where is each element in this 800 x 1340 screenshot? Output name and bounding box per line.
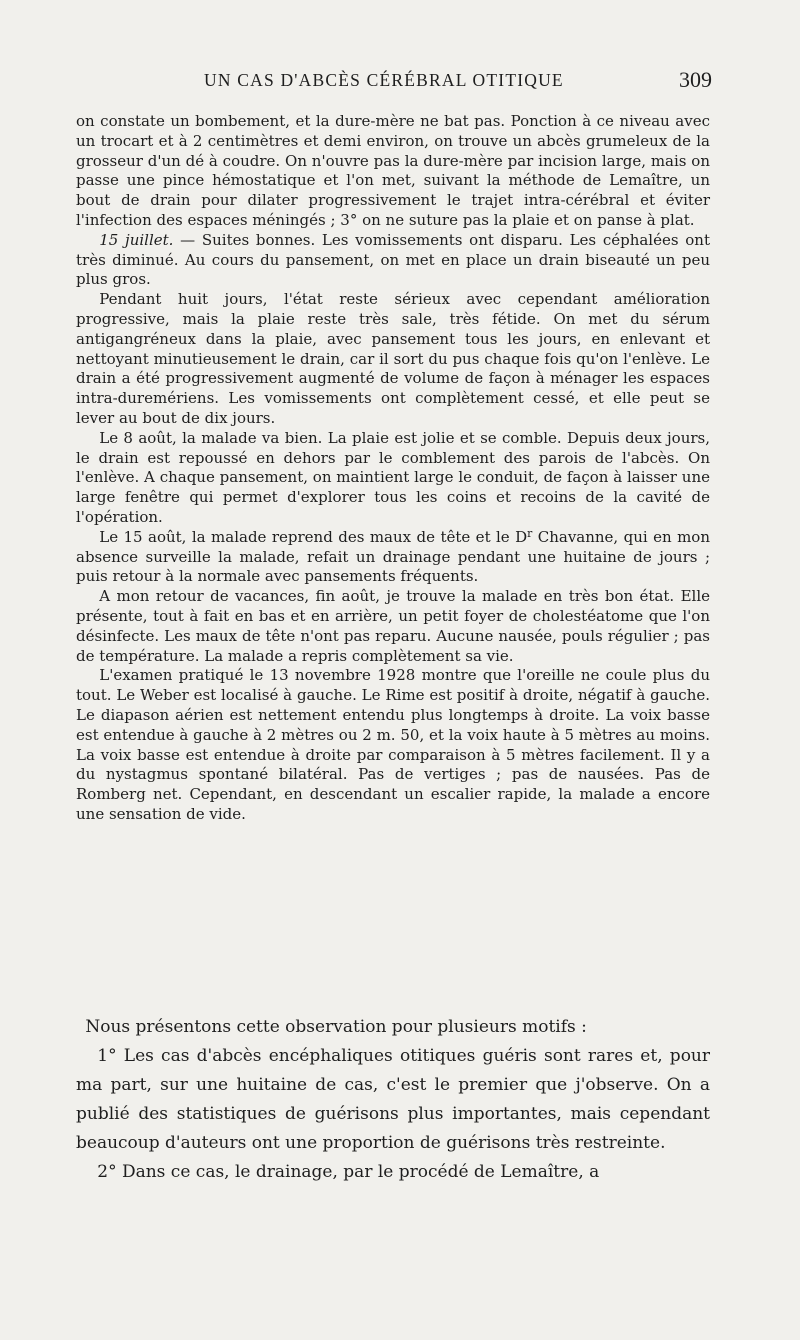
paragraph-motive-1: 1° Les cas d'abcès encéphaliques otitiques guéris sont rares et, pour ma part, sur une huitaine de cas, c'est le premier que j'observe. On a publié des statistiques de guérisons plus importantes, mais cependant beaucoup d'auteurs ont une proportion de guérisons très restreinte. — [76, 1046, 710, 1153]
case-observation-text — [76, 112, 710, 825]
paragraph-15-august-end: Chavanne, qui en mon absence surveille la malade, refait un drainage pendant une huitaine de jours ; puis retour à la normale avec pansements fréquents. — [76, 527, 710, 586]
running-head — [76, 67, 712, 96]
paragraph-15-july — [76, 231, 710, 290]
paragraph-puncture: on constate un bombement, et la dure-mère ne bat pas. Ponction à ce niveau avec un trocart et à 2 centimètres et demi environ, on trouve un abcès grumeleux de la grosseur d'un dé à coudre. On n'ouvre pas la dure-mère par incision large, mais on passe une pince hémostatique et l'on met, suivant la méthode de Lemaître, un bout de drain pour dilater progressivement le trajet intra-cérébral et éviter l'infection des espaces méningés ; 3° on ne suture pas la plaie et on panse à plat. — [76, 112, 710, 229]
paragraph-15-july-text: — Suites bonnes. Les vomissements ont disparu. Les céphalées ont très diminué. Au cours du pansement, on met en place un drain biseauté un peu plus gros. — [76, 230, 710, 289]
paragraph-examination: L'examen pratiqué le 13 novembre 1928 montre que l'oreille ne coule plus du tout. Le Weber est localisé à gauche. Le Rime est positif à droite, négatif à gauche. Le diapason aérien est nettement entendu plus longtemps à droite. La voix basse est entendue à gauche à 2 mètres ou 2 m. 50, et la voix haute à 5 mètres au moins. La voix basse est entendue à droite par comparaison à 5 mètres facilement. Il y a du nystagmus spontané bilatéral. Pas de vertiges ; pas de nausées. Pas de Romberg net. Cependant, en descendant un escalier rapide, la malade a encore une sensation de vide. — [76, 666, 710, 823]
date-15-july: 15 juillet. — [99, 230, 174, 249]
page-number: 309 — [679, 67, 712, 92]
paragraph-eight-days: Pendant huit jours, l'état reste sérieux avec cependant amélioration progressive, mais la plaie reste très sale, très fétide. On met du sérum antigangréneux dans la plaie, avec pansement tous les jours, en enlevant et nettoyant minutieusement le drain, car il sort du pus chaque fois qu'on l'enlève. Le drain a été progressivement augmenté de volume de façon à ménager les espaces intra-duremériens. Les vomissements ont complètement cessé, et elle peut se lever au bout de dix jours. — [76, 290, 710, 427]
paragraph-motive-2: 2° Dans ce cas, le drainage, par le procédé de Lemaître, a — [97, 1162, 600, 1182]
paragraph-15-august — [76, 528, 710, 587]
paragraph-15-august-start: Le 15 août, la malade reprend des maux de tête et le D — [99, 527, 528, 546]
paragraph-return-vacation: A mon retour de vacances, fin août, je trouve la malade en très bon état. Elle présente, tout à fait en bas et en arrière, un petit foyer de cholestéatome que l'on désinfecte. Les maux de tête n'ont pas reparu. Aucune nausée, pouls régulier ; pas de température. La malade a repris complètement sa vie. — [76, 587, 710, 665]
paragraph-8-august: Le 8 août, la malade va bien. La plaie est jolie et se comble. Depuis deux jours, le drain est repoussé en dehors par le comblement des parois de l'abcès. On l'enlève. A chaque pansement, on maintient large le conduit, de façon à laisser une large fenêtre qui permet d'explorer tous les coins et recoins de la cavité de l'opération. — [76, 428, 710, 526]
paragraph-motives: Nous présentons cette observation pour plusieurs motifs : — [85, 1017, 587, 1037]
doctor-superscript: r — [527, 526, 533, 540]
discussion-text — [76, 1013, 710, 1187]
running-title: UN CAS D'ABCÈS CÉRÉBRAL OTITIQUE — [204, 70, 564, 90]
